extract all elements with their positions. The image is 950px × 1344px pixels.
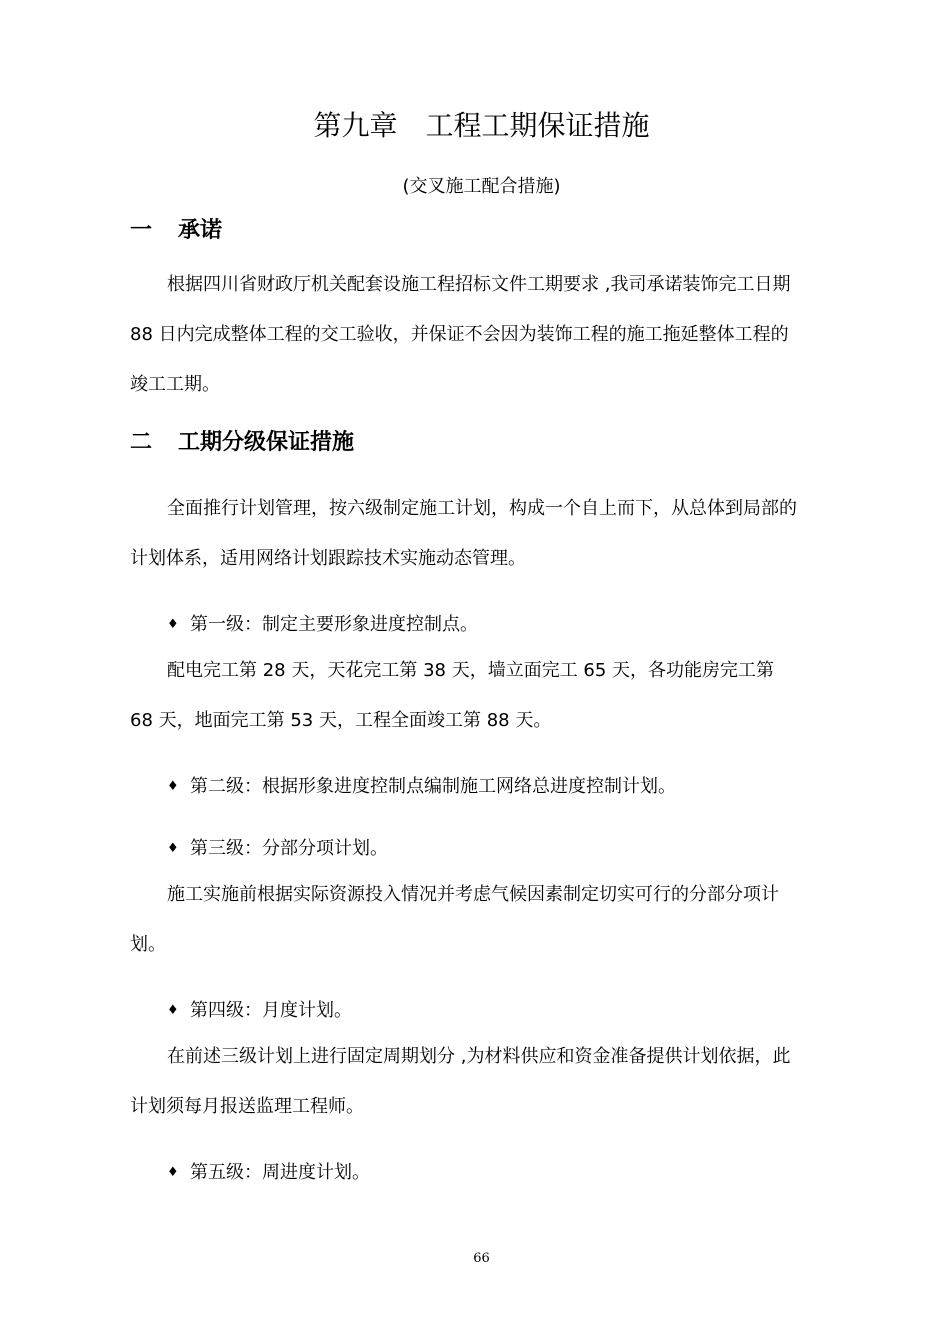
paragraph-line: 划。 bbox=[130, 934, 166, 955]
paragraph-line: 全面推行计划管理，按六级制定施工计划，构成一个自上而下，从总体到局部的 bbox=[167, 498, 797, 519]
section-title: 工期分级保证措施 bbox=[178, 430, 355, 455]
list-item bbox=[167, 997, 352, 1025]
list-item-label: 第四级：月度计划。 bbox=[190, 1000, 352, 1021]
list-item bbox=[167, 611, 478, 639]
chapter-title: 第九章 工程工期保证措施 bbox=[313, 109, 650, 142]
paragraph-line: 配电完工第 28 天，天花完工第 38 天，墙立面完工 65 天，各功能房完工第 bbox=[167, 660, 775, 681]
list-item-label: 第二级：根据形象进度控制点编制施工网络总进度控制计划。 bbox=[190, 776, 676, 797]
paragraph-line: 竣工工期。 bbox=[130, 374, 220, 395]
section-number: 二 bbox=[130, 430, 153, 455]
diamond-bullet-icon: ♦ bbox=[167, 841, 179, 856]
section-heading bbox=[130, 426, 354, 460]
section-number: 一 bbox=[130, 218, 153, 243]
list-item bbox=[167, 773, 676, 801]
paragraph-line: 计划体系，适用网络计划跟踪技术实施动态管理。 bbox=[130, 548, 526, 569]
section-title: 承诺 bbox=[178, 218, 223, 243]
page-number: 66 bbox=[473, 1251, 490, 1266]
diamond-bullet-icon: ♦ bbox=[167, 617, 179, 632]
paragraph-line: 88 日内完成整体工程的交工验收，并保证不会因为装饰工程的施工拖延整体工程的 bbox=[130, 324, 789, 345]
paragraph-line: 计划须每月报送监理工程师。 bbox=[130, 1096, 364, 1117]
list-item bbox=[167, 835, 388, 863]
diamond-bullet-icon: ♦ bbox=[167, 1003, 179, 1018]
paragraph-line: 根据四川省财政厅机关配套设施工程招标文件工期要求 ,我司承诺装饰完工日期 bbox=[167, 274, 791, 295]
chapter-subtitle: (交叉施工配合措施) bbox=[402, 176, 561, 197]
list-item-label: 第一级：制定主要形象进度控制点。 bbox=[190, 614, 478, 635]
paragraph-line: 在前述三级计划上进行固定周期划分 ,为材料供应和资金准备提供计划依据，此 bbox=[167, 1046, 791, 1067]
diamond-bullet-icon: ♦ bbox=[167, 1165, 179, 1180]
list-item bbox=[167, 1159, 370, 1187]
section-heading bbox=[130, 214, 222, 248]
list-item-label: 第三级：分部分项计划。 bbox=[190, 838, 388, 859]
paragraph-line: 施工实施前根据实际资源投入情况并考虑气候因素制定切实可行的分部分项计 bbox=[167, 884, 779, 905]
paragraph-line: 68 天，地面完工第 53 天，工程全面竣工第 88 天。 bbox=[130, 710, 552, 731]
diamond-bullet-icon: ♦ bbox=[167, 779, 179, 794]
list-item-label: 第五级：周进度计划。 bbox=[190, 1162, 370, 1183]
